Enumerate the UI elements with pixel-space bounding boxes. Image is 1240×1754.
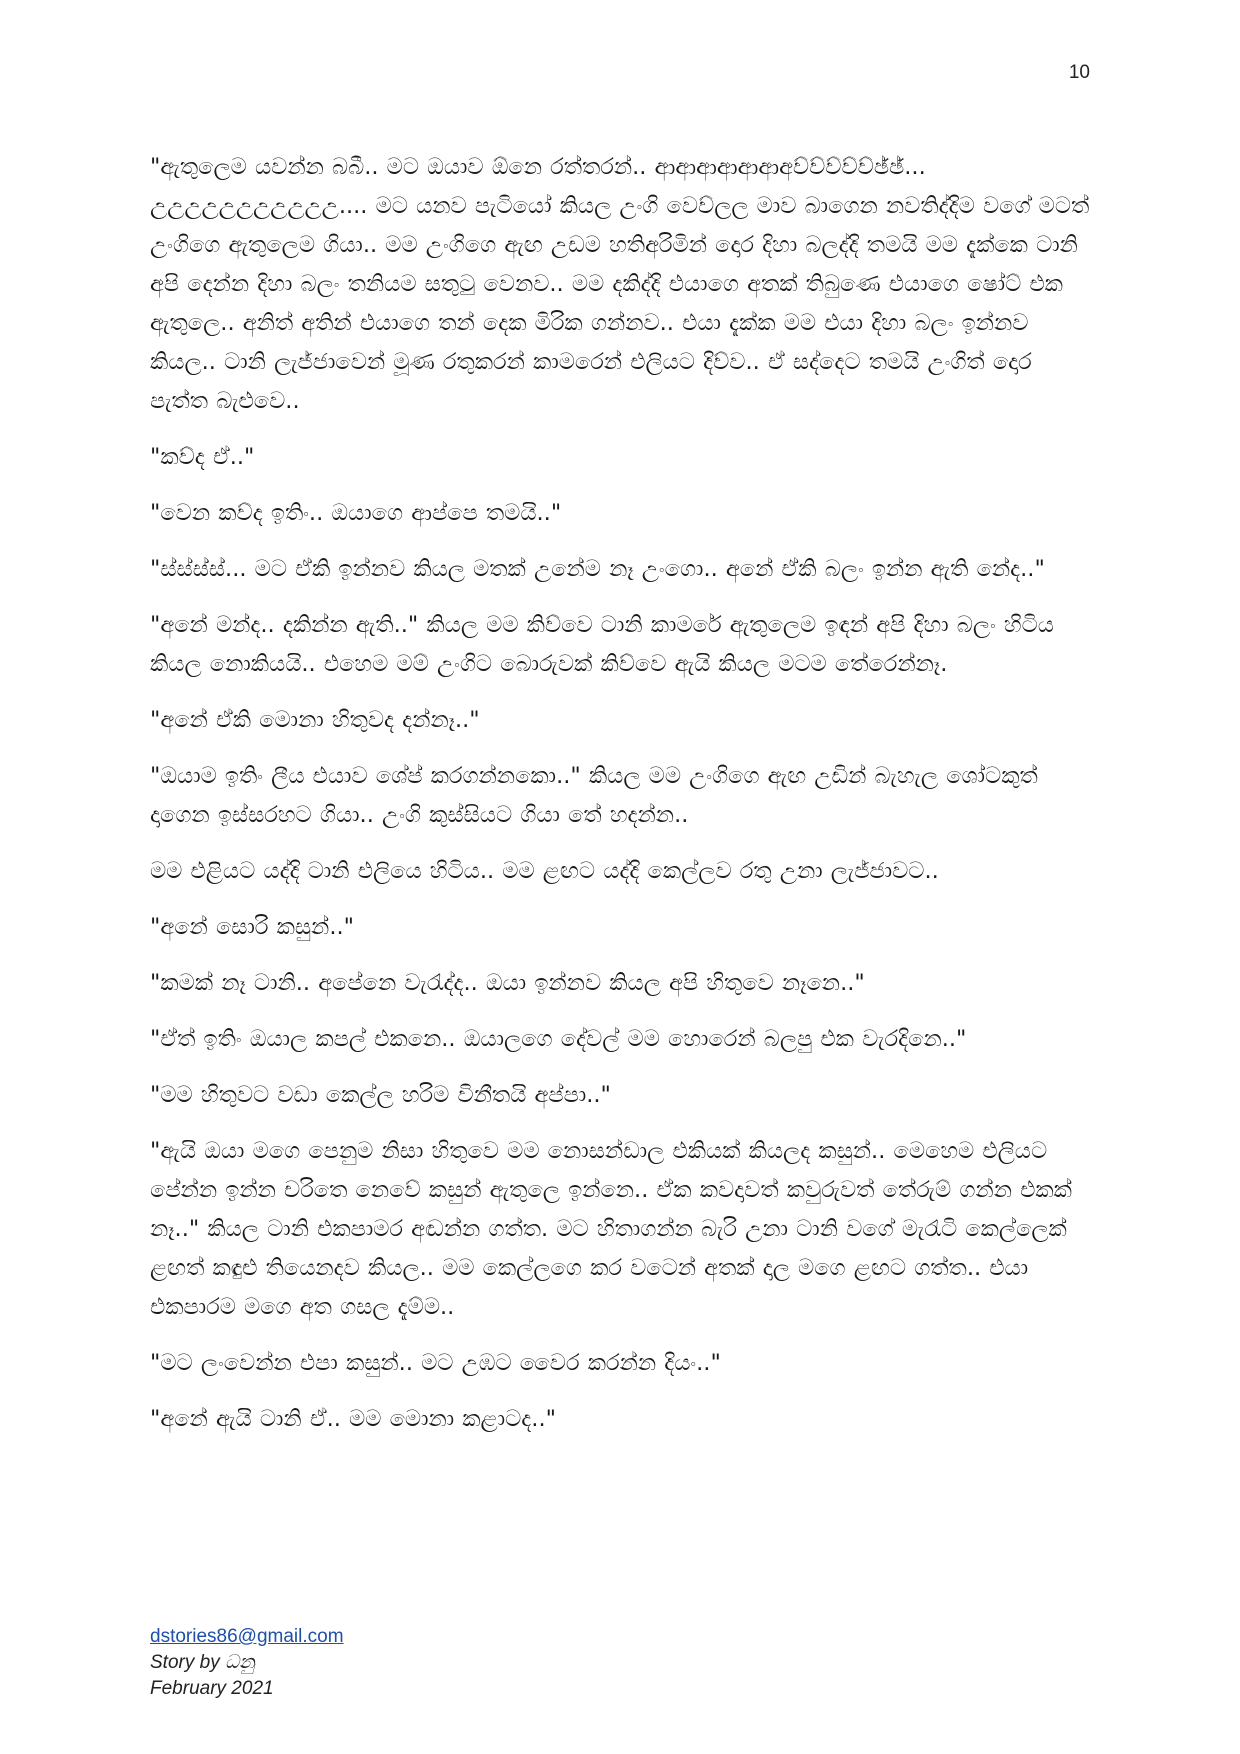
paragraph: "අනේ සොරි කසුන්.." <box>150 914 354 940</box>
story-by-line <box>150 1650 344 1676</box>
paragraph: "කමක් නෑ ටානි.. අපේනෙ වැරැද්ද.. ඔයා ඉන්නව කියල අපි හිතුවෙ නෑනෙ.." <box>150 970 865 996</box>
paragraph: "ඒත් ඉතිං ඔයාල කපල් එකනෙ.. ඔයාලගෙ දේවල් මම හොරෙන් බලපු එක වැරදිනෙ.." <box>150 1026 967 1052</box>
page-number: 10 <box>1068 62 1090 83</box>
paragraph: "වෙන කව්ද ඉතිං.. ඔයාගෙ ආප්පෙ තමයි.." <box>150 500 562 526</box>
paragraph: "ඇතුලෙම යවන්න බබී.. මට ඔයාව ඕනෙ රත්තරන්.. ආආආආආආඅව්ව්ව්ව්ව්ඡ්ඡ්... උඋඋඋඋඋඋඋඋඋඋ.... මට යනව පැටියෝ කියල උංගි වෙව්ලල මාව බාගෙන නවතිද්දිම වගේ මටත් උංගිගෙ ඇතුලෙම ගියා.. මම උංගිගෙ ඇඟ උඩම හතිඅරිමින් දොර දිහා බලද්දි තමයි මම දැක්කෙ ටානි අපි දෙන්න දිහා බලං තනියම සතුටු වෙනව.. මම දකිද්දි එයාගෙ අතක් තිබුණෙ එයාගෙ ෂෝට් එක ඇතුලෙ.. අනිත් අතින් එයාගෙ තන් දෙක මිරික ගන්නව.. එයා දැක්ක මම එයා දිහා බලං ඉන්නව කියල.. ටානි ලැජ්ජාවෙන් මූණ රතුකරන් කාමරෙන් එලියට දිව්ව.. ඒ සද්දෙට තමයි උංගිත් දොර පැත්ත බැළුවෙ.. <box>150 154 1090 414</box>
paragraph: "අනේ මන්ද.. දකින්න ඇති.." කියල මම කිව්වෙ ටානි කාමරේ ඇතුලෙම ඉඳන් අපි දිහා බලං හිටිය කියල නොකියයි.. එහෙම මම් උංගිට බොරුවක් කිව්වෙ ඇයි කියල මටම තේරෙන්නෑ. <box>150 612 1054 677</box>
paragraph: "ඇයි ඔයා මගෙ පෙනුම නිසා හිතුවෙ මම නොසන්ඩාල එකියක් කියලද කසුන්.. මෙහෙම එලියට පේන්න ඉන්න චරිතෙ නෙවේ කසුන් ඇතුලෙ ඉන්නෙ.. ඒක කවදාවත් කවුරුවත් තේරුම් ගන්න එකක් නෑ.." කියල ටානි එකපාමර අඬන්න ගත්ත. මට හිතාගන්න බැරි උනා ටානි වගේ මැරැටි කෙල්ලෙක් ළඟත් කඳුළු තියෙනදව කියල.. මම කෙල්ලගෙ කර වටෙන් අතක් දාල මගෙ ළඟට ගත්ත.. එයා එකපාරම මගෙ අත ගසල දැම්ම.. <box>150 1138 1072 1320</box>
story-by-label: Story by <box>150 1652 225 1673</box>
paragraph: "ස්ස්ස්ස්... මට ඒකි ඉන්නව කියල මතක් උනේම නෑ උංගො.. අනේ ඒකි බලං ඉන්න ඇති නේද.." <box>150 556 1045 582</box>
paragraph: "අනේ ඇයි ටානි ඒ.. මම මොනා කළාටද.." <box>150 1406 556 1432</box>
story-body <box>150 148 1094 1456</box>
publish-date: February 2021 <box>150 1678 274 1699</box>
paragraph: "මම හිතුවට වඩා කෙල්ල හරිම විනීතයි අප්පා.." <box>150 1082 611 1108</box>
paragraph: "මට ලංවෙන්න එපා කසුන්.. මට උඹට වෛර කරන්න දියං.." <box>150 1350 721 1376</box>
paragraph: "කව්ද ඒ.." <box>150 444 255 470</box>
paragraph: "අනේ ඒකි මොනා හිතුවද දන්නෑ.." <box>150 707 480 733</box>
paragraph: "ඔයාම ඉතිං ලීය එයාව ශේප් කරගන්නකො.." කියල මම උංගිගෙ ඇඟ උඩින් බැහැල ශෝටකුත් දාගෙන ඉස්සරහට ගියා.. උංගි කුස්සියට ගියා තේ හදන්න.. <box>150 763 1038 828</box>
author-email-link[interactable]: dstories86@gmail.com <box>150 1626 344 1647</box>
paragraph: මම එළියට යද්දි ටානි එලියෙ හිටිය.. මම ළඟට යද්දි කෙල්ලව රතු උනා ලැජ්ජාවට.. <box>150 858 939 884</box>
author-name: ධනු <box>224 1652 255 1673</box>
page-footer <box>150 1624 344 1702</box>
